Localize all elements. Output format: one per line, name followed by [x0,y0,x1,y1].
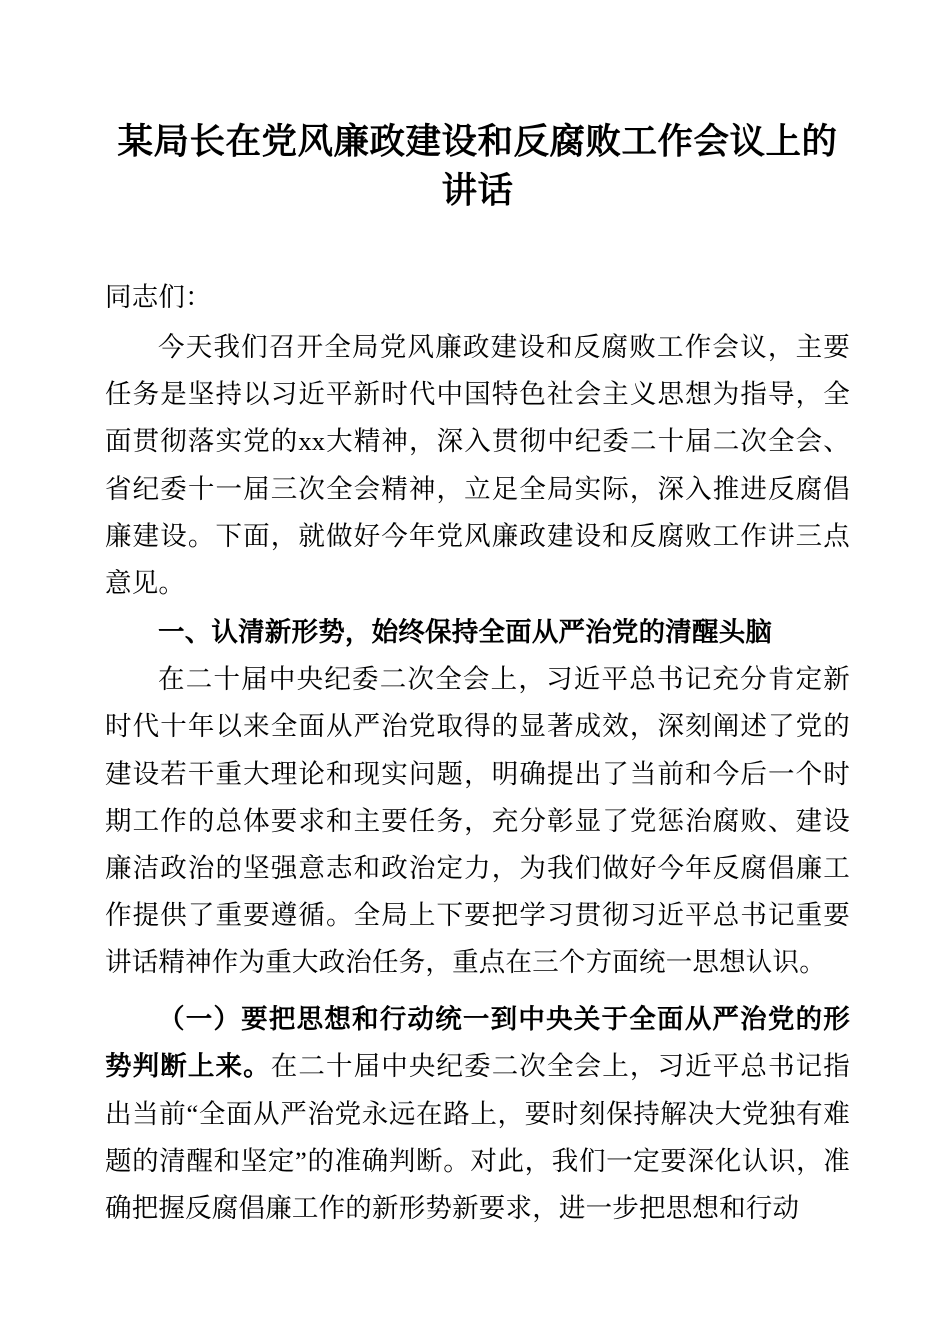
page-title: 某局长在党风廉政建设和反腐败工作会议上的讲话 [117,121,838,211]
intro-paragraph: 今天我们召开全局党风廉政建设和反腐败工作会议，主要任务是坚持以习近平新时代中国特色社会主义思想为指导，全面贯彻落实党的xx大精神，深入贯彻中纪委二十届二次全会、省纪委十一届三次全会精神，立足全局实际，深入推进反腐倡廉建设。下面，就做好今年党风廉政建设和反腐败工作讲三点意见。 [105,332,850,598]
subsection-one-body: 在二十届中央纪委二次全会上，习近平总书记指出当前“全面从严治党永远在路上，要时刻保持解决大党独有难题的清醒和坚定”的准确判断。对此，我们一定要深化认识，准确把握反腐倡廉工作的新形势新要求，进一步把思想和行动 [105,1051,850,1223]
subsection-one-paragraph [105,996,850,1232]
section-one-paragraph: 在二十届中央纪委二次全会上，习近平总书记充分肯定新时代十年以来全面从严治党取得的显著成效，深刻阐述了党的建设若干重大理论和现实问题，明确提出了当前和今后一个时期工作的总体要求和主要任务，充分彰显了党惩治腐败、建设廉洁政治的坚强意志和政治定力，为我们做好今年反腐倡廉工作提供了重要遵循。全局上下要把学习贯彻习近平总书记重要讲话精神作为重大政治任务，重点在三个方面统一思想认识。 [105,664,850,978]
section-heading-one: 一、认清新形势，始终保持全面从严治党的清醒头脑 [158,617,773,649]
paragraph-spacer [105,988,850,996]
subsection-one-lead: （一）要把思想和行动统一到中央关于全面从严治党的形势判断上来。 [105,1004,850,1083]
salutation: 同志们： [105,281,212,312]
